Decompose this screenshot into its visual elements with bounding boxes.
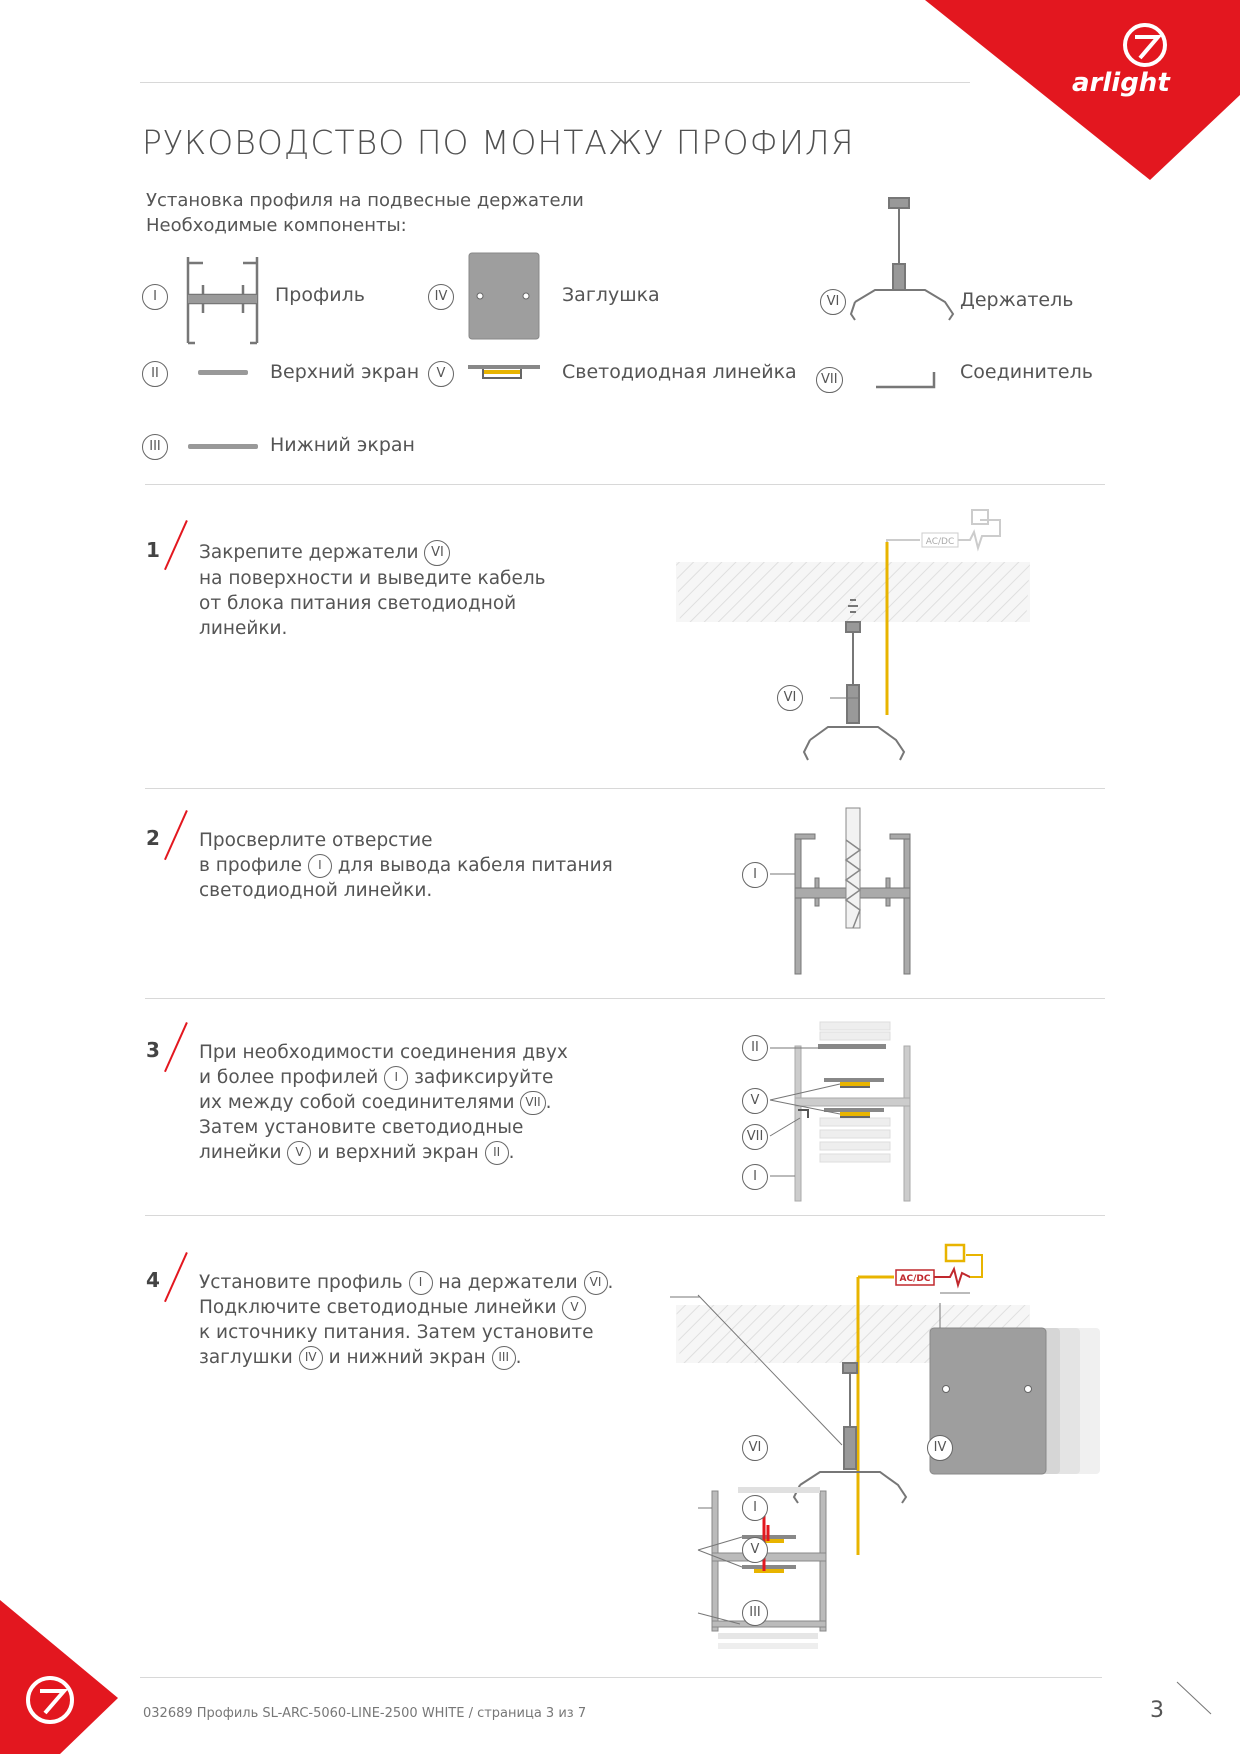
step-4-number: 4 bbox=[146, 1268, 160, 1292]
brand-name: arlight bbox=[1072, 68, 1170, 98]
page-number-slash bbox=[1175, 1680, 1215, 1716]
step-1-slash bbox=[164, 520, 188, 570]
component-num-3: III bbox=[142, 434, 168, 460]
step-2-number: 2 bbox=[146, 826, 160, 850]
step-3-diagram bbox=[740, 1018, 940, 1188]
divider-step-1 bbox=[145, 788, 1105, 789]
component-num-1: I bbox=[142, 284, 168, 310]
footer-text: 032689 Профиль SL-ARC-5060-LINE-2500 WHITE / страница 3 из 7 bbox=[143, 1706, 587, 1721]
step-4-callout-i: I bbox=[742, 1495, 768, 1521]
ref-iv: IV bbox=[299, 1346, 323, 1370]
step-4-callout-iv: IV bbox=[927, 1435, 953, 1461]
page-number: 3 bbox=[1150, 1698, 1164, 1723]
step-4-diagram bbox=[670, 1235, 1110, 1655]
acdc-label-2: AC/DC bbox=[899, 1274, 931, 1284]
brand-corner-bottom bbox=[0, 1600, 130, 1754]
brand-logo bbox=[1072, 68, 1170, 98]
component-num-6: VI bbox=[820, 289, 846, 315]
footer-divider bbox=[140, 1677, 1102, 1678]
step-4-callout-v: V bbox=[742, 1537, 768, 1563]
step-2-callout-i: I bbox=[742, 862, 768, 888]
step-3-slash bbox=[164, 1022, 188, 1072]
component-num-5: V bbox=[428, 361, 454, 387]
ref-i: I bbox=[384, 1066, 408, 1090]
step-4-callout-vi: VI bbox=[742, 1435, 768, 1461]
step-4-callout-iii: III bbox=[742, 1600, 768, 1626]
component-label-6: Держатель bbox=[960, 289, 1074, 311]
ref-vi: VI bbox=[424, 540, 450, 566]
component-label-7: Соединитель bbox=[960, 361, 1093, 383]
ref-v: V bbox=[287, 1141, 311, 1165]
bottom-screen-icon bbox=[188, 442, 258, 452]
acdc-label-1: AC/DC bbox=[925, 537, 955, 547]
ref-ii: II bbox=[485, 1141, 509, 1165]
component-label-5: Светодиодная линейка bbox=[562, 361, 797, 383]
component-label-2: Верхний экран bbox=[270, 361, 420, 383]
step-1-callout-vi: VI bbox=[777, 685, 803, 711]
ref-i: I bbox=[308, 854, 332, 878]
ref-vi: VI bbox=[584, 1271, 608, 1295]
top-divider bbox=[140, 82, 970, 83]
top-screen-icon bbox=[198, 368, 248, 378]
profile-icon bbox=[185, 255, 260, 345]
component-label-1: Профиль bbox=[275, 284, 365, 306]
intro-line-1: Установка профиля на подвесные держатели bbox=[146, 190, 584, 211]
step-1-text: Закрепите держатели VI на поверхности и выведите кабель от блока питания светодиодной линейки. bbox=[199, 542, 546, 639]
step-1-number: 1 bbox=[146, 538, 160, 562]
step-4-slash bbox=[164, 1252, 188, 1302]
step-3-callout-i: I bbox=[742, 1164, 768, 1190]
step-2-slash bbox=[164, 810, 188, 860]
divider-step-3 bbox=[145, 1215, 1105, 1216]
step-3-callout-vii: VII bbox=[742, 1124, 768, 1150]
component-label-3: Нижний экран bbox=[270, 434, 415, 456]
component-label-4: Заглушка bbox=[562, 284, 660, 306]
ref-i: I bbox=[409, 1271, 433, 1295]
step-3-callout-ii: II bbox=[742, 1035, 768, 1061]
divider-step-2 bbox=[145, 998, 1105, 999]
ref-v: V bbox=[562, 1296, 586, 1320]
led-strip-icon bbox=[468, 364, 540, 384]
end-cap-icon bbox=[468, 252, 540, 340]
page-title: РУКОВОДСТВО ПО МОНТАЖУ ПРОФИЛЯ bbox=[142, 123, 855, 162]
step-4-text: Установите профиль I на держатели VI . Подключите светодиодные линейки V к источнику питания. Затем установите заглушки IV и нижний экран III . bbox=[199, 1272, 614, 1368]
step-3-text: При необходимости соединения двух и более профилей I зафиксируйте их между собой соединителями VII . Затем установите светодиодные линейки V и верхний экран II . bbox=[199, 1042, 568, 1163]
step-3-number: 3 bbox=[146, 1038, 160, 1062]
connector-icon bbox=[876, 370, 936, 390]
step-2-diagram bbox=[740, 800, 920, 980]
component-num-4: IV bbox=[428, 284, 454, 310]
step-1-diagram bbox=[670, 500, 1040, 770]
ref-iii: III bbox=[492, 1346, 516, 1370]
ref-vii: VII bbox=[520, 1091, 545, 1115]
divider-components bbox=[145, 484, 1105, 485]
holder-icon bbox=[845, 196, 965, 346]
step-2-text: Просверлите отверстие в профиле I для вывода кабеля питания светодиодной линейки. bbox=[199, 830, 613, 901]
step-3-callout-v: V bbox=[742, 1088, 768, 1114]
component-num-2: II bbox=[142, 361, 168, 387]
component-num-7: VII bbox=[816, 367, 843, 393]
intro-line-2: Необходимые компоненты: bbox=[146, 215, 407, 236]
